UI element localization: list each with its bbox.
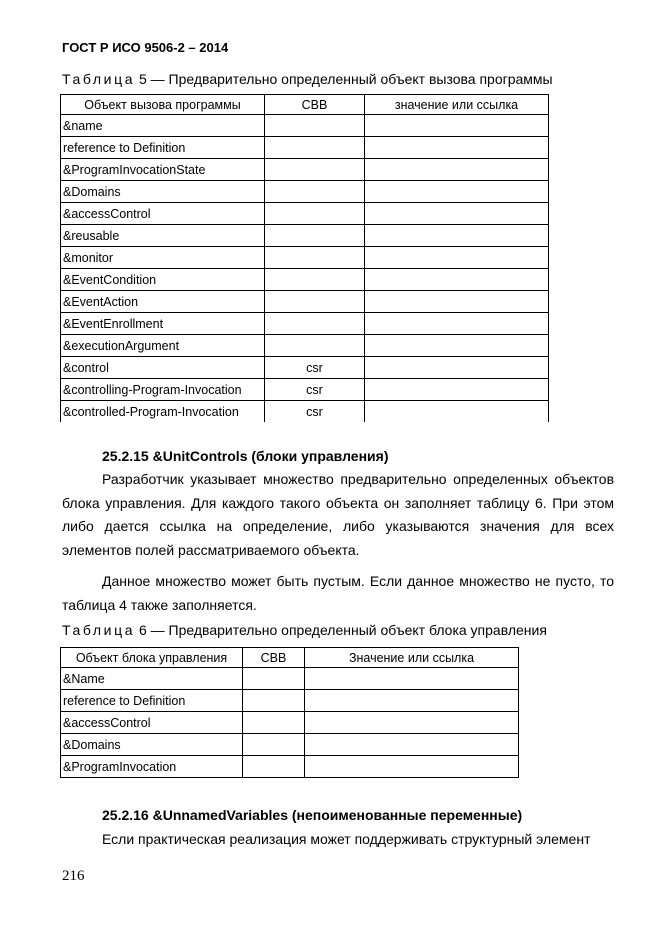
table-cell: csr — [265, 357, 365, 379]
table-cell: &accessControl — [61, 203, 265, 225]
table-cell: &EventAction — [61, 291, 265, 313]
table-cell — [365, 181, 549, 203]
table-cell — [243, 712, 305, 734]
column-header: значение или ссылка — [365, 95, 549, 115]
table-row — [61, 159, 549, 181]
caption-label: Таблица — [62, 622, 136, 638]
paragraph: Данное множество может быть пустым. Если данное множество не пусто, то таблица 4 также заполняется. — [62, 573, 614, 613]
table-row — [61, 357, 549, 379]
table-cell: reference to Definition — [61, 137, 265, 159]
table-cell — [305, 690, 519, 712]
table-cell: &Domains — [61, 734, 243, 756]
table-cell — [365, 247, 549, 269]
table-cell — [265, 313, 365, 335]
table-cell — [365, 269, 549, 291]
table-cell: &accessControl — [61, 712, 243, 734]
table-cell — [305, 668, 519, 690]
table-cell: &ProgramInvocation — [61, 756, 243, 778]
table-cell: csr — [265, 379, 365, 401]
table-cell — [305, 756, 519, 778]
table-row — [61, 137, 549, 159]
column-header: СВВ — [265, 95, 365, 115]
table-row — [61, 756, 519, 778]
table-cell — [365, 225, 549, 247]
table-cell — [365, 401, 549, 423]
table-cell — [305, 734, 519, 756]
caption-number: 6 — [138, 622, 147, 638]
column-header: СВВ — [243, 648, 305, 668]
table-cell: &EventCondition — [61, 269, 265, 291]
table-6 — [60, 647, 519, 778]
table-cell — [265, 225, 365, 247]
table-cell: &EventEnrollment — [61, 313, 265, 335]
table-row — [61, 379, 549, 401]
table-cell — [265, 291, 365, 313]
table-row — [61, 247, 549, 269]
table-cell — [265, 269, 365, 291]
table-cell — [365, 203, 549, 225]
caption-label: Таблица — [62, 71, 136, 87]
table-cell: &controlled-Program-Invocation — [61, 401, 265, 423]
paragraph: Если практическая реализация может поддерживать структурный элемент — [102, 831, 591, 847]
table-6-caption — [62, 622, 547, 638]
table-cell — [365, 313, 549, 335]
table-cell — [365, 335, 549, 357]
document-header: ГОСТ Р ИСО 9506-2 – 2014 — [62, 40, 229, 55]
table-row — [61, 203, 549, 225]
table-cell — [365, 291, 549, 313]
table-cell: &reusable — [61, 225, 265, 247]
caption-text: — Предварительно определенный объект вызова программы — [150, 71, 553, 87]
table-cell — [305, 712, 519, 734]
table-cell — [365, 357, 549, 379]
caption-text: — Предварительно определенный объект блока управления — [150, 622, 547, 638]
table-row — [61, 225, 549, 247]
table-cell: &Name — [61, 668, 243, 690]
table-cell — [365, 159, 549, 181]
table-cell — [265, 203, 365, 225]
table-row — [61, 335, 549, 357]
table-cell — [365, 379, 549, 401]
table-header-row — [61, 648, 519, 668]
table-cell — [265, 247, 365, 269]
table-cell — [265, 181, 365, 203]
column-header: Объект вызова программы — [61, 95, 265, 115]
page-number: 216 — [62, 868, 85, 884]
table-cell — [265, 159, 365, 181]
table-cell: &ProgramInvocationState — [61, 159, 265, 181]
section-heading-25-2-16: 25.2.16 &UnnamedVariables (непоименованные переменные) — [102, 807, 523, 823]
table-row — [61, 269, 549, 291]
table-cell: &Domains — [61, 181, 265, 203]
table-cell — [365, 137, 549, 159]
table-cell: &monitor — [61, 247, 265, 269]
table-row — [61, 181, 549, 203]
column-header: Объект блока управления — [61, 648, 243, 668]
table-row — [61, 291, 549, 313]
table-row — [61, 668, 519, 690]
table-row — [61, 690, 519, 712]
table-cell: &executionArgument — [61, 335, 265, 357]
table-header-row — [61, 95, 549, 115]
table-row — [61, 712, 519, 734]
table-cell — [365, 115, 549, 137]
column-header: Значение или ссылка — [305, 648, 519, 668]
table-cell — [243, 690, 305, 712]
table-cell — [243, 668, 305, 690]
table-5 — [60, 94, 549, 422]
table-cell — [243, 734, 305, 756]
table-row — [61, 401, 549, 423]
table-cell — [265, 137, 365, 159]
paragraph: Разработчик указывает множество предварительно определенных объектов блока управления. Для каждого такого объекта он заполняет таблицу 6. При этом либо дается ссылка на определение, либо указываются значения для всех элементов полей рассматриваемого объекта. — [62, 471, 614, 558]
section-heading-25-2-15: 25.2.15 &UnitControls (блоки управления) — [102, 448, 389, 464]
table-cell — [265, 335, 365, 357]
table-cell: reference to Definition — [61, 690, 243, 712]
table-cell — [243, 756, 305, 778]
table-cell: &name — [61, 115, 265, 137]
table-cell — [265, 115, 365, 137]
table-cell: csr — [265, 401, 365, 423]
table-5-caption — [62, 71, 553, 87]
caption-number: 5 — [138, 71, 147, 87]
table-cell: &controlling-Program-Invocation — [61, 379, 265, 401]
table-row — [61, 734, 519, 756]
table-cell: &control — [61, 357, 265, 379]
table-row — [61, 313, 549, 335]
table-row — [61, 115, 549, 137]
